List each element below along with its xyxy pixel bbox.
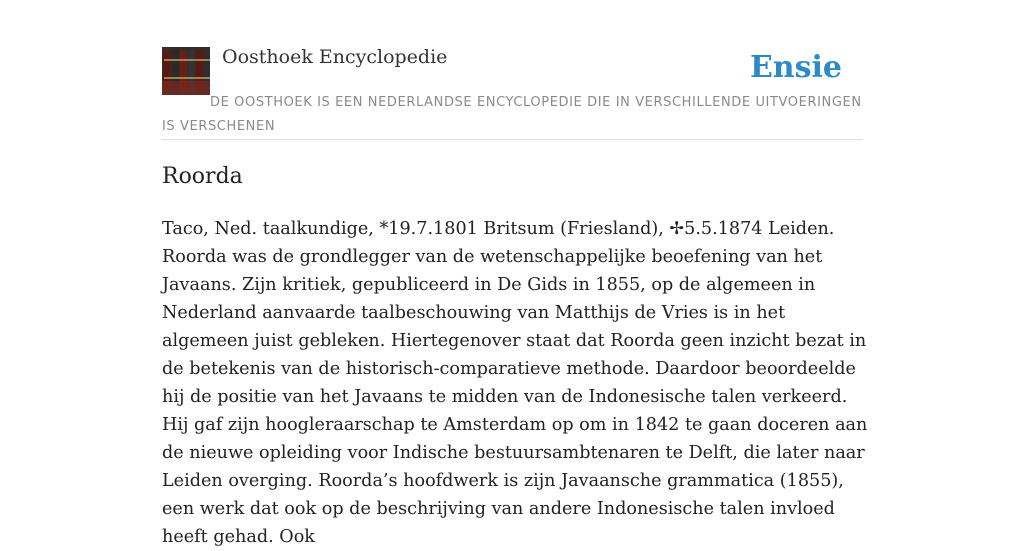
entry-title: Roorda	[162, 164, 243, 189]
header-divider	[162, 139, 862, 140]
encyclopedia-books-avatar[interactable]	[162, 47, 210, 95]
entry-body: Taco, Ned. taalkundige, *19.7.1801 Britsum (Friesland), ✢5.5.1874 Leiden. Roorda was de grondlegger van de wetenschappelijke beoefening van het Javaans. Zijn kritiek, gepubliceerd in De Gids in 1855, op de algemeen in Nederland aanvaarde taalbeschouwing van Matthijs de Vries is in het algemeen juist gebleken. Hiertegenover staat dat Roorda geen inzicht bezat in de betekenis van de historisch-comparatieve methode. Daardoor beoordeelde hij de positie van het Javaans te midden van de Indonesische talen verkeerd. Hij gaf zijn hoogleraarschap te Amsterdam op om in 1842 te gaan doceren aan de nieuwe opleiding voor Indische bestuursambtenaren te Delft, die later naar Leiden overging. Roorda’s hoofdwerk is zijn Javaansche grammatica (1855), een werk dat ook op de beschrijving van andere Indonesische talen invloed heeft gehad. Ook	[162, 219, 868, 547]
source-name-link[interactable]: Oosthoek Encyclopedie	[222, 46, 448, 68]
ensie-logo[interactable]: Ensie	[749, 50, 842, 85]
books-icon	[162, 47, 210, 95]
source-tagline: DE OOSTHOEK IS EEN NEDERLANDSE ENCYCLOPEDIE DIE IN VERSCHILLENDE UITVOERINGEN IS VERSCHENEN	[162, 95, 862, 134]
